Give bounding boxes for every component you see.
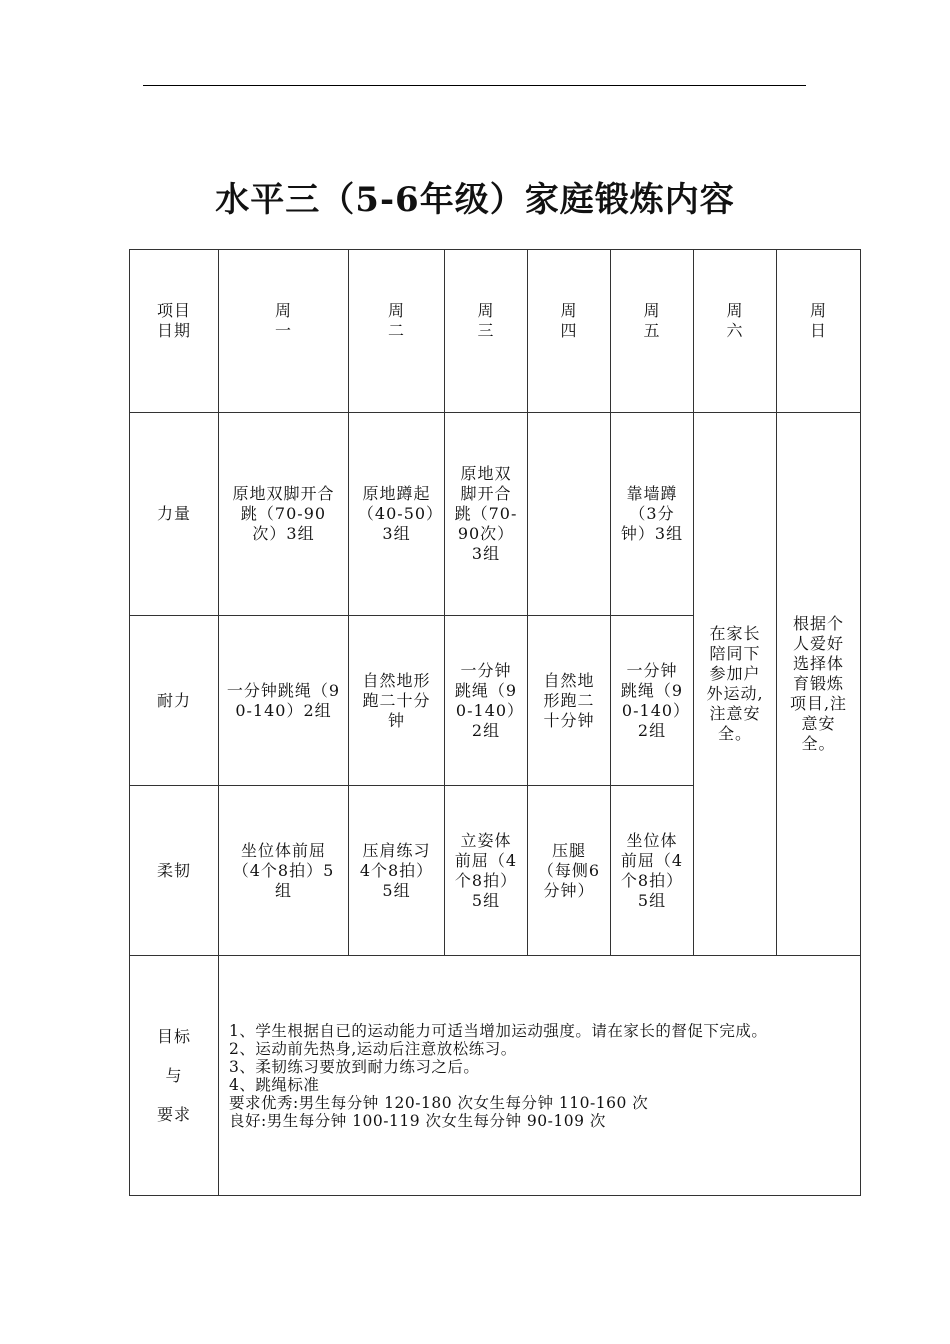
header-corner: 项目 日期 [130,250,219,413]
cell-endurance-thu: 自然地形跑二十分钟 [528,616,611,786]
cell-flexibility-thu: 压腿（每侧6分钟） [528,786,611,956]
cell-saturday: 在家长陪同下参加户外运动,注意安全。 [694,413,777,956]
row-label-endurance: 耐力 [130,616,219,786]
goal-line-6: 良好:男生每分钟 100-119 次女生每分钟 90-109 次 [229,1111,606,1130]
goal-line-5: 要求优秀:男生每分钟 120-180 次女生每分钟 110-160 次 [229,1093,649,1112]
cell-sunday: 根据个人爱好选择体育锻炼项目,注意安全。 [777,413,861,956]
cell-endurance-fri: 一分钟跳绳（90-140）2组 [611,616,694,786]
row-label-strength: 力量 [130,413,219,616]
cell-flexibility-fri: 坐位体前屈（4个8拍）5组 [611,786,694,956]
cell-flexibility-mon: 坐位体前屈（4个8拍）5组 [219,786,349,956]
goal-line-1: 1、学生根据自已的运动能力可适当增加运动强度。请在家长的督促下完成。 [229,1021,768,1040]
row-label-flexibility: 柔韧 [130,786,219,956]
page-title: 水平三（5-6年级）家庭锻炼内容 [215,180,735,220]
header-tuesday: 周 二 [349,250,445,413]
header-friday: 周 五 [611,250,694,413]
header-row [130,250,861,413]
cell-endurance-mon: 一分钟跳绳（90-140）2组 [219,616,349,786]
header-monday: 周 一 [219,250,349,413]
header-sunday: 周 日 [777,250,861,413]
goal-line-4: 4、跳绳标准 [229,1075,320,1094]
header-saturday: 周 六 [694,250,777,413]
goal-line-3: 3、柔韧练习要放到耐力练习之后。 [229,1057,480,1076]
cell-strength-fri: 靠墙蹲（3分钟）3组 [611,413,694,616]
exercise-table [129,249,861,1196]
header-wednesday: 周 三 [445,250,528,413]
strength-row [130,413,861,616]
goals-label: 目标 与 要求 [130,956,219,1196]
cell-strength-tue: 原地蹲起（40-50）3组 [349,413,445,616]
cell-strength-thu [528,413,611,616]
cell-endurance-wed: 一分钟跳绳（90-140）2组 [445,616,528,786]
cell-flexibility-wed: 立姿体前屈（4个8拍）5组 [445,786,528,956]
goal-line-2: 2、运动前先热身,运动后注意放松练习。 [229,1039,517,1058]
header-thursday: 周 四 [528,250,611,413]
cell-strength-wed: 原地双脚开合跳（70-90次）3组 [445,413,528,616]
cell-endurance-tue: 自然地形跑二十分钟 [349,616,445,786]
cell-flexibility-tue: 压肩练习4个8拍）5组 [349,786,445,956]
cell-strength-mon: 原地双脚开合跳（70-90次）3组 [219,413,349,616]
top-rule [143,85,806,86]
goals-content [219,956,861,1196]
goals-row [130,956,861,1196]
